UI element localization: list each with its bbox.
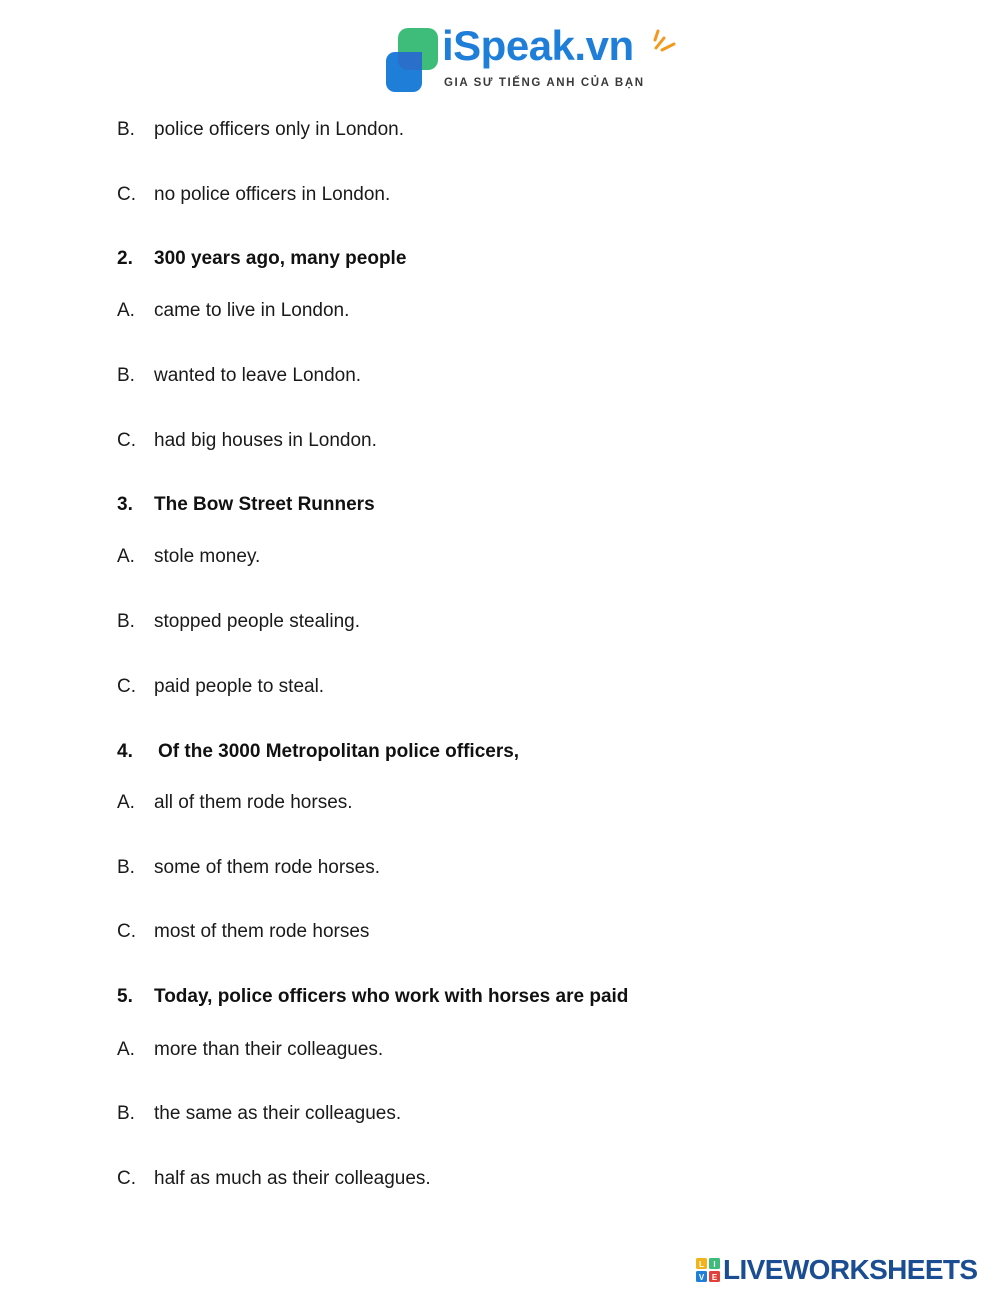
option-label: B.: [117, 365, 135, 386]
brand-name: iSpeak.vn: [442, 22, 634, 69]
live-badge-letter: L: [699, 1260, 704, 1269]
option-text: most of them rode horses: [154, 921, 370, 942]
option-label: B.: [117, 857, 135, 878]
option-label: C.: [117, 921, 136, 942]
option-label: A.: [117, 546, 135, 567]
ispeak-logo-icon: [384, 26, 442, 96]
sparkle-icon: [652, 28, 680, 52]
option-label: B.: [117, 1103, 135, 1124]
option-text: stole money.: [154, 546, 261, 567]
question-stem: 300 years ago, many people: [154, 248, 407, 269]
option-label: C.: [117, 430, 136, 451]
option-label: A.: [117, 1039, 135, 1060]
live-badge-letter: I: [713, 1260, 716, 1269]
live-badge-letter: V: [698, 1273, 705, 1282]
option-label: B.: [117, 611, 135, 632]
option-label: B.: [117, 119, 135, 140]
option-text: came to live in London.: [154, 300, 350, 321]
question-stem: The Bow Street Runners: [154, 494, 375, 515]
option-label: C.: [117, 1168, 136, 1189]
option-label: A.: [117, 300, 135, 321]
option-text: wanted to leave London.: [154, 365, 362, 386]
option-text: all of them rode horses.: [154, 792, 353, 813]
question-number: 5.: [117, 986, 133, 1007]
liveworksheets-wordmark: LIVEWORKSHEETS: [723, 1254, 978, 1285]
live-badge-letter: E: [711, 1273, 718, 1282]
option-text: more than their colleagues.: [154, 1039, 384, 1060]
option-text: some of them rode horses.: [154, 857, 380, 878]
option-text: half as much as their colleagues.: [154, 1168, 431, 1189]
brand-tagline: GIA SƯ TIẾNG ANH CỦA BẠN: [444, 77, 645, 89]
question-stem: Of the 3000 Metropolitan police officers,: [158, 741, 520, 762]
option-label: A.: [117, 792, 135, 813]
live-badge-icon: [696, 1258, 720, 1282]
ispeak-logo: [384, 22, 684, 98]
liveworksheets-logo: [696, 1253, 996, 1287]
option-text: had big houses in London.: [154, 430, 377, 451]
question-number: 3.: [117, 494, 133, 515]
option-text: police officers only in London.: [154, 119, 404, 140]
option-text: stopped people stealing.: [154, 611, 360, 632]
option-label: C.: [117, 184, 136, 205]
question-number: 4.: [117, 741, 133, 762]
question-number: 2.: [117, 248, 133, 269]
option-label: C.: [117, 676, 136, 697]
option-text: paid people to steal.: [154, 676, 325, 697]
option-text: the same as their colleagues.: [154, 1103, 402, 1124]
question-stem: Today, police officers who work with horses are paid: [154, 986, 629, 1007]
option-text: no police officers in London.: [154, 184, 391, 205]
